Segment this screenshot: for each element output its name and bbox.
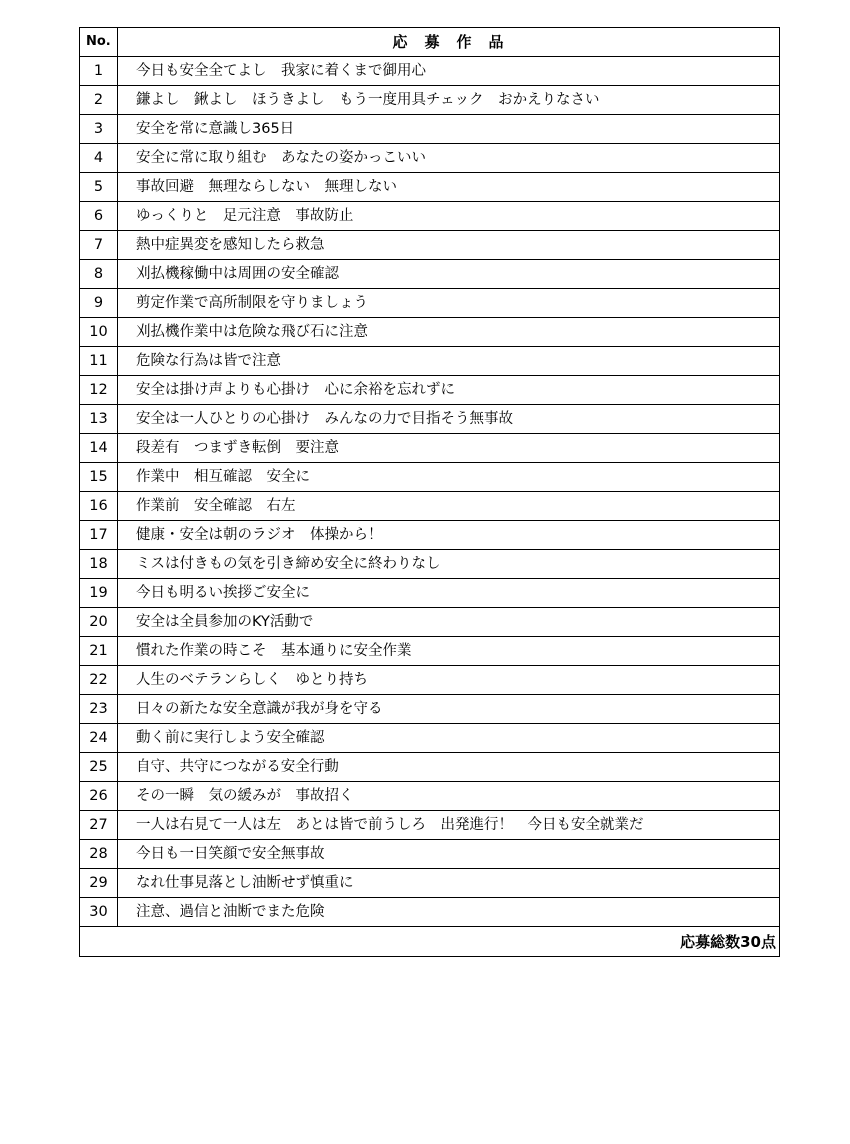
entry-number: 18 xyxy=(80,550,118,579)
table-row xyxy=(80,463,780,492)
entry-number: 19 xyxy=(80,579,118,608)
entry-number: 17 xyxy=(80,521,118,550)
table-row xyxy=(80,579,780,608)
table-row xyxy=(80,811,780,840)
entry-number: 28 xyxy=(80,840,118,869)
entry-slogan: 事故回避 無理ならしない 無理しない xyxy=(118,173,780,202)
entry-number: 10 xyxy=(80,318,118,347)
entry-slogan: 安全は一人ひとりの心掛け みんなの力で目指そう無事故 xyxy=(118,405,780,434)
table-row xyxy=(80,898,780,927)
table-row xyxy=(80,521,780,550)
entry-slogan: 刈払機作業中は危険な飛び石に注意 xyxy=(118,318,780,347)
entry-number: 30 xyxy=(80,898,118,927)
entry-number: 25 xyxy=(80,753,118,782)
header-row xyxy=(80,28,780,57)
table-row xyxy=(80,173,780,202)
entry-number: 9 xyxy=(80,289,118,318)
total-count: 応募総数30点 xyxy=(80,927,780,957)
entry-number: 3 xyxy=(80,115,118,144)
entry-slogan: ゆっくりと 足元注意 事故防止 xyxy=(118,202,780,231)
table-row xyxy=(80,724,780,753)
entries-column-header: 応 募 作 品 xyxy=(118,28,780,57)
entry-number: 26 xyxy=(80,782,118,811)
entry-slogan: 作業前 安全確認 右左 xyxy=(118,492,780,521)
table-row xyxy=(80,86,780,115)
table-row xyxy=(80,782,780,811)
table-row xyxy=(80,115,780,144)
entry-slogan: ミスは付きもの気を引き締め安全に終わりなし xyxy=(118,550,780,579)
entry-number: 22 xyxy=(80,666,118,695)
table-row xyxy=(80,753,780,782)
table-row xyxy=(80,666,780,695)
entry-slogan: 安全は全員参加のKY活動で xyxy=(118,608,780,637)
entry-slogan: 人生のベテランらしく ゆとり持ち xyxy=(118,666,780,695)
entry-number: 15 xyxy=(80,463,118,492)
entry-number: 16 xyxy=(80,492,118,521)
entry-number: 11 xyxy=(80,347,118,376)
entry-number: 7 xyxy=(80,231,118,260)
entry-slogan: 今日も明るい挨拶ご安全に xyxy=(118,579,780,608)
entry-number: 23 xyxy=(80,695,118,724)
table-row xyxy=(80,492,780,521)
entry-slogan: その一瞬 気の緩みが 事故招く xyxy=(118,782,780,811)
entry-slogan: 作業中 相互確認 安全に xyxy=(118,463,780,492)
entry-number: 12 xyxy=(80,376,118,405)
table-row xyxy=(80,318,780,347)
entry-slogan: 鎌よし 鍬よし ほうきよし もう一度用具チェック おかえりなさい xyxy=(118,86,780,115)
entry-slogan: 段差有 つまずき転倒 要注意 xyxy=(118,434,780,463)
table-row xyxy=(80,608,780,637)
table-row xyxy=(80,405,780,434)
entry-number: 13 xyxy=(80,405,118,434)
entry-slogan: 自守、共守につながる安全行動 xyxy=(118,753,780,782)
entry-slogan: 安全を常に意識し365日 xyxy=(118,115,780,144)
table-row xyxy=(80,57,780,86)
total-row xyxy=(80,927,780,957)
entry-slogan: 慣れた作業の時こそ 基本通りに安全作業 xyxy=(118,637,780,666)
number-column-header: No. xyxy=(80,28,118,57)
entry-number: 6 xyxy=(80,202,118,231)
table-row xyxy=(80,376,780,405)
entry-slogan: 今日も安全全てよし 我家に着くまで御用心 xyxy=(118,57,780,86)
entry-number: 5 xyxy=(80,173,118,202)
entry-number: 14 xyxy=(80,434,118,463)
table-row xyxy=(80,840,780,869)
entry-number: 20 xyxy=(80,608,118,637)
entry-slogan: 熱中症異変を感知したら救急 xyxy=(118,231,780,260)
entry-slogan: なれ仕事見落とし油断せず慎重に xyxy=(118,869,780,898)
entry-number: 21 xyxy=(80,637,118,666)
entry-slogan: 動く前に実行しよう安全確認 xyxy=(118,724,780,753)
entry-number: 2 xyxy=(80,86,118,115)
entries-table xyxy=(79,27,780,957)
table-row xyxy=(80,260,780,289)
table-row xyxy=(80,289,780,318)
entry-slogan: 今日も一日笑顔で安全無事故 xyxy=(118,840,780,869)
entry-number: 24 xyxy=(80,724,118,753)
table-row xyxy=(80,869,780,898)
entry-number: 29 xyxy=(80,869,118,898)
entry-slogan: 安全に常に取り組む あなたの姿かっこいい xyxy=(118,144,780,173)
table-row xyxy=(80,695,780,724)
table-row xyxy=(80,144,780,173)
table-row xyxy=(80,347,780,376)
entry-slogan: 刈払機稼働中は周囲の安全確認 xyxy=(118,260,780,289)
entry-number: 27 xyxy=(80,811,118,840)
entry-number: 8 xyxy=(80,260,118,289)
table-row xyxy=(80,202,780,231)
entry-slogan: 健康・安全は朝のラジオ 体操から！ xyxy=(118,521,780,550)
table-row xyxy=(80,637,780,666)
table-row xyxy=(80,434,780,463)
entry-number: 4 xyxy=(80,144,118,173)
entry-slogan: 一人は右見て一人は左 あとは皆で前うしろ 出発進行！ 今日も安全就業だ xyxy=(118,811,780,840)
entry-slogan: 剪定作業で高所制限を守りましょう xyxy=(118,289,780,318)
entries-body xyxy=(80,57,780,927)
table-row xyxy=(80,550,780,579)
entry-slogan: 安全は掛け声よりも心掛け 心に余裕を忘れずに xyxy=(118,376,780,405)
table-row xyxy=(80,231,780,260)
entry-slogan: 日々の新たな安全意識が我が身を守る xyxy=(118,695,780,724)
entry-slogan: 注意、過信と油断でまた危険 xyxy=(118,898,780,927)
entry-number: 1 xyxy=(80,57,118,86)
entry-slogan: 危険な行為は皆で注意 xyxy=(118,347,780,376)
